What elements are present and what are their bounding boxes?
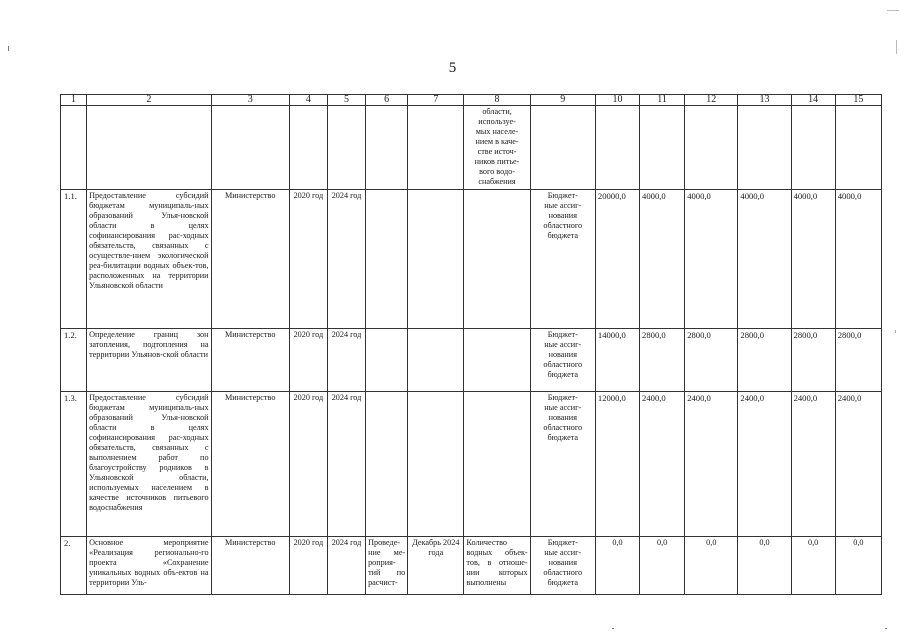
year-value: 2800,0 — [835, 329, 881, 392]
year-value: 0,0 — [685, 537, 738, 595]
row-number: 2. — [61, 537, 87, 595]
year-value: 2400,0 — [640, 392, 685, 537]
year-value: 4000,0 — [738, 190, 791, 329]
program-table — [60, 94, 882, 595]
total-value: 20000,0 — [595, 190, 639, 329]
year-value: 2400,0 — [738, 392, 791, 537]
funding-source: Бюджет- ные ассиг- нования областного бюджета — [530, 190, 595, 329]
col7-cell — [408, 329, 464, 392]
col-header: 13 — [738, 95, 791, 106]
year-value: 2400,0 — [835, 392, 881, 537]
col-header: 3 — [211, 95, 289, 106]
indicator-cell: области, используе- мых населе- нием в каче- стве источ- ников питье- вого водо- снабжения — [464, 106, 530, 190]
year-value: 2800,0 — [685, 329, 738, 392]
col-header: 5 — [327, 95, 365, 106]
measure-name: Предоставление субсидий бюджетам муниципаль-ных образований Улья-новской области в целях софинансирования рас-ходных обязательств, связанных с осуществле-нием экологической реа-билитации водных объек-тов, расположенных на территории Ульяновской области — [87, 190, 211, 329]
col-header: 15 — [835, 95, 881, 106]
year-value: 0,0 — [640, 537, 685, 595]
executor: Министерство — [211, 190, 289, 329]
col-header: 1 — [61, 95, 87, 106]
col-header: 4 — [289, 95, 327, 106]
scan-speck — [887, 10, 899, 11]
col-header: 9 — [530, 95, 595, 106]
end-year: 2024 год — [327, 392, 365, 537]
col6-cell — [366, 190, 408, 329]
total-value: 12000,0 — [595, 392, 639, 537]
start-year: 2020 год — [289, 329, 327, 392]
table-row — [61, 329, 882, 392]
funding-source: Бюджет- ные ассиг- нования областного бюджета — [530, 392, 595, 537]
executor: Министерство — [211, 537, 289, 595]
end-year: 2024 год — [327, 190, 365, 329]
row-number: 1.1. — [61, 190, 87, 329]
scan-speck — [896, 40, 897, 54]
measure-name: Предоставление субсидий бюджетам муниципаль-ных образований Улья-новской области в целях софинансирования рас-ходных обязательств, связанных с выполнением работ по благоустройству родников в Ульяновской области, используемых населением в качестве источников питьевого водоснабжения — [87, 392, 211, 537]
scan-speck — [612, 628, 614, 629]
executor: Министерство — [211, 329, 289, 392]
table-row — [61, 392, 882, 537]
scan-speck — [885, 628, 887, 629]
col6-cell: Проведе-ние ме-роприя-тий по расчист- — [366, 537, 408, 595]
start-year: 2020 год — [289, 537, 327, 595]
col-header: 10 — [595, 95, 639, 106]
row-number: 1.3. — [61, 392, 87, 537]
col8-cell: Количество водных объек-тов, в отноше-нии которых выполнены — [464, 537, 530, 595]
year-value: 4000,0 — [835, 190, 881, 329]
end-year: 2024 год — [327, 329, 365, 392]
col6-cell — [366, 392, 408, 537]
col8-cell — [464, 392, 530, 537]
measure-name: Определение границ зон затопления, подтопления на территории Ульянов-ской области — [87, 329, 211, 392]
header-row — [61, 95, 882, 106]
total-value: 0,0 — [595, 537, 639, 595]
table-row — [61, 537, 882, 595]
col-header: 6 — [366, 95, 408, 106]
start-year: 2020 год — [289, 190, 327, 329]
col8-cell — [464, 190, 530, 329]
year-value: 2800,0 — [791, 329, 835, 392]
scan-speck — [8, 46, 9, 51]
start-year: 2020 год — [289, 392, 327, 537]
measure-name: Основное мероприятие «Реализация регионально-го проекта «Сохранение уникальных водных объ-ектов на территории Уль- — [87, 537, 211, 595]
col8-cell — [464, 329, 530, 392]
col-header: 8 — [464, 95, 530, 106]
total-value: 14000,0 — [595, 329, 639, 392]
year-value: 0,0 — [835, 537, 881, 595]
row-number: 1.2. — [61, 329, 87, 392]
year-value: 4000,0 — [791, 190, 835, 329]
end-year: 2024 год — [327, 537, 365, 595]
col7-cell: Декабрь 2024 года — [408, 537, 464, 595]
year-value: 2400,0 — [791, 392, 835, 537]
col7-cell — [408, 190, 464, 329]
page-number: 5 — [448, 60, 457, 76]
scan-speck — [895, 330, 896, 333]
year-value: 0,0 — [791, 537, 835, 595]
col7-cell — [408, 392, 464, 537]
year-value: 0,0 — [738, 537, 791, 595]
continuation-row — [61, 106, 882, 190]
col-header: 12 — [685, 95, 738, 106]
col-header: 2 — [87, 95, 211, 106]
col6-cell — [366, 329, 408, 392]
funding-source: Бюджет- ные ассиг- нования областного бюджета — [530, 537, 595, 595]
year-value: 4000,0 — [685, 190, 738, 329]
executor: Министерство — [211, 392, 289, 537]
year-value: 2400,0 — [685, 392, 738, 537]
year-value: 2800,0 — [738, 329, 791, 392]
table-row — [61, 190, 882, 329]
col-header: 7 — [408, 95, 464, 106]
year-value: 4000,0 — [640, 190, 685, 329]
funding-source: Бюджет- ные ассиг- нования областного бюджета — [530, 329, 595, 392]
col-header: 11 — [640, 95, 685, 106]
year-value: 2800,0 — [640, 329, 685, 392]
col-header: 14 — [791, 95, 835, 106]
